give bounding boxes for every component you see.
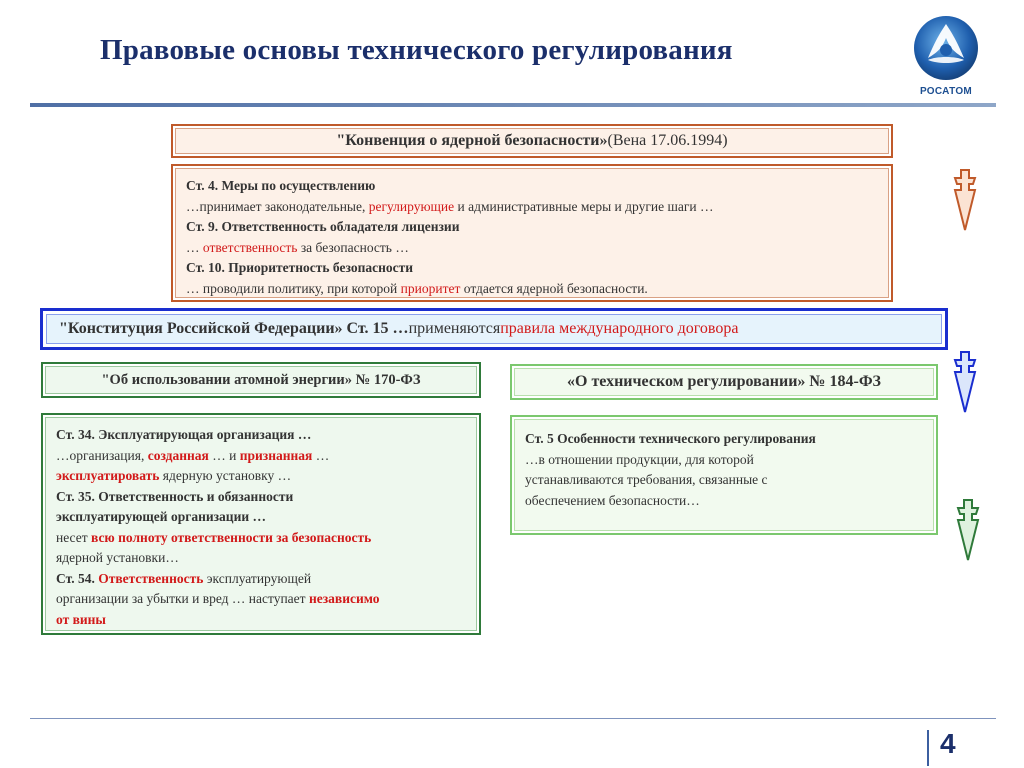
convention-art9-text: … ответственность за безопасность … — [186, 239, 409, 255]
law170-art34-title: Ст. 34. Эксплуатирующая организация … — [56, 427, 312, 442]
law184-title: «О техническом регулировании» № 184-ФЗ — [567, 373, 881, 390]
page-number: 4 — [940, 728, 956, 759]
law170-art54-line2: организации за убытки и вред … наступает независимо — [56, 591, 380, 606]
logo-wordmark: РОСАТОМ — [919, 86, 973, 97]
constitution-title: "Конституция Российской Федерации» Ст. 15 … — [59, 320, 409, 337]
law184-art5-title: Ст. 5 Особенности технического регулирования — [525, 431, 816, 446]
law170-art35-title-line2: эксплуатирующей организации … — [56, 509, 267, 524]
constitution-highlight: правила международного договора — [500, 320, 739, 337]
rosatom-logo — [908, 14, 984, 104]
law184-art5-line1: …в отношении продукции, для которой — [525, 451, 754, 467]
law170-art54-line3: от вины — [56, 611, 106, 627]
law170-art54-line1: Ст. 54. Ответственность эксплуатирующей — [56, 570, 312, 586]
title-divider — [30, 103, 996, 107]
convention-title: "Конвенция о ядерной безопасности» — [336, 132, 608, 149]
orange-arrow-down-icon — [953, 168, 977, 232]
law184-art5-line3: обеспечением безопасности… — [525, 492, 700, 508]
convention-articles-box — [171, 164, 893, 302]
law170-art35-line1: несет всю полноту ответственности за безопасность — [56, 529, 372, 545]
law170-art34-line1: …организация, созданная … и признанная … — [56, 447, 330, 463]
rosatom-emblem-icon — [908, 14, 984, 84]
law170-header-box — [41, 362, 481, 398]
constitution-text: применяются — [408, 320, 501, 337]
convention-header-box — [171, 124, 893, 158]
law184-header-box — [510, 364, 938, 400]
law184-articles-box — [510, 415, 938, 535]
footer-divider — [30, 718, 996, 719]
convention-art4-text: …принимает законодательные, регулирующие и административные меры и другие шаги … — [186, 198, 714, 214]
convention-date: (Вена 17.06.1994) — [607, 132, 728, 149]
blue-arrow-down-icon — [953, 350, 977, 414]
page-title: Правовые основы технического регулирования — [100, 34, 733, 66]
law184-art5-line2: устанавливаются требования, связанные с — [525, 472, 768, 487]
law170-art35-line2: ядерной установки… — [56, 550, 179, 565]
convention-art10-title: Ст. 10. Приоритетность безопасности — [186, 260, 414, 275]
page-number-separator — [927, 730, 929, 766]
law170-art35-title-line1: Ст. 35. Ответственность и обязанности — [56, 488, 294, 504]
law170-art34-line2: эксплуатировать ядерную установку … — [56, 468, 292, 483]
law170-articles-box — [41, 413, 481, 635]
convention-art10-text: … проводили политику, при которой приоритет отдается ядерной безопасности. — [186, 280, 648, 296]
convention-art9-title: Ст. 9. Ответственность обладателя лицензии — [186, 219, 460, 234]
law170-title: "Об использовании атомной энергии» № 170-ФЗ — [101, 371, 421, 388]
convention-art4-title: Ст. 4. Меры по осуществлению — [186, 178, 376, 193]
green-arrow-down-icon — [956, 498, 980, 562]
constitution-box — [40, 308, 948, 350]
